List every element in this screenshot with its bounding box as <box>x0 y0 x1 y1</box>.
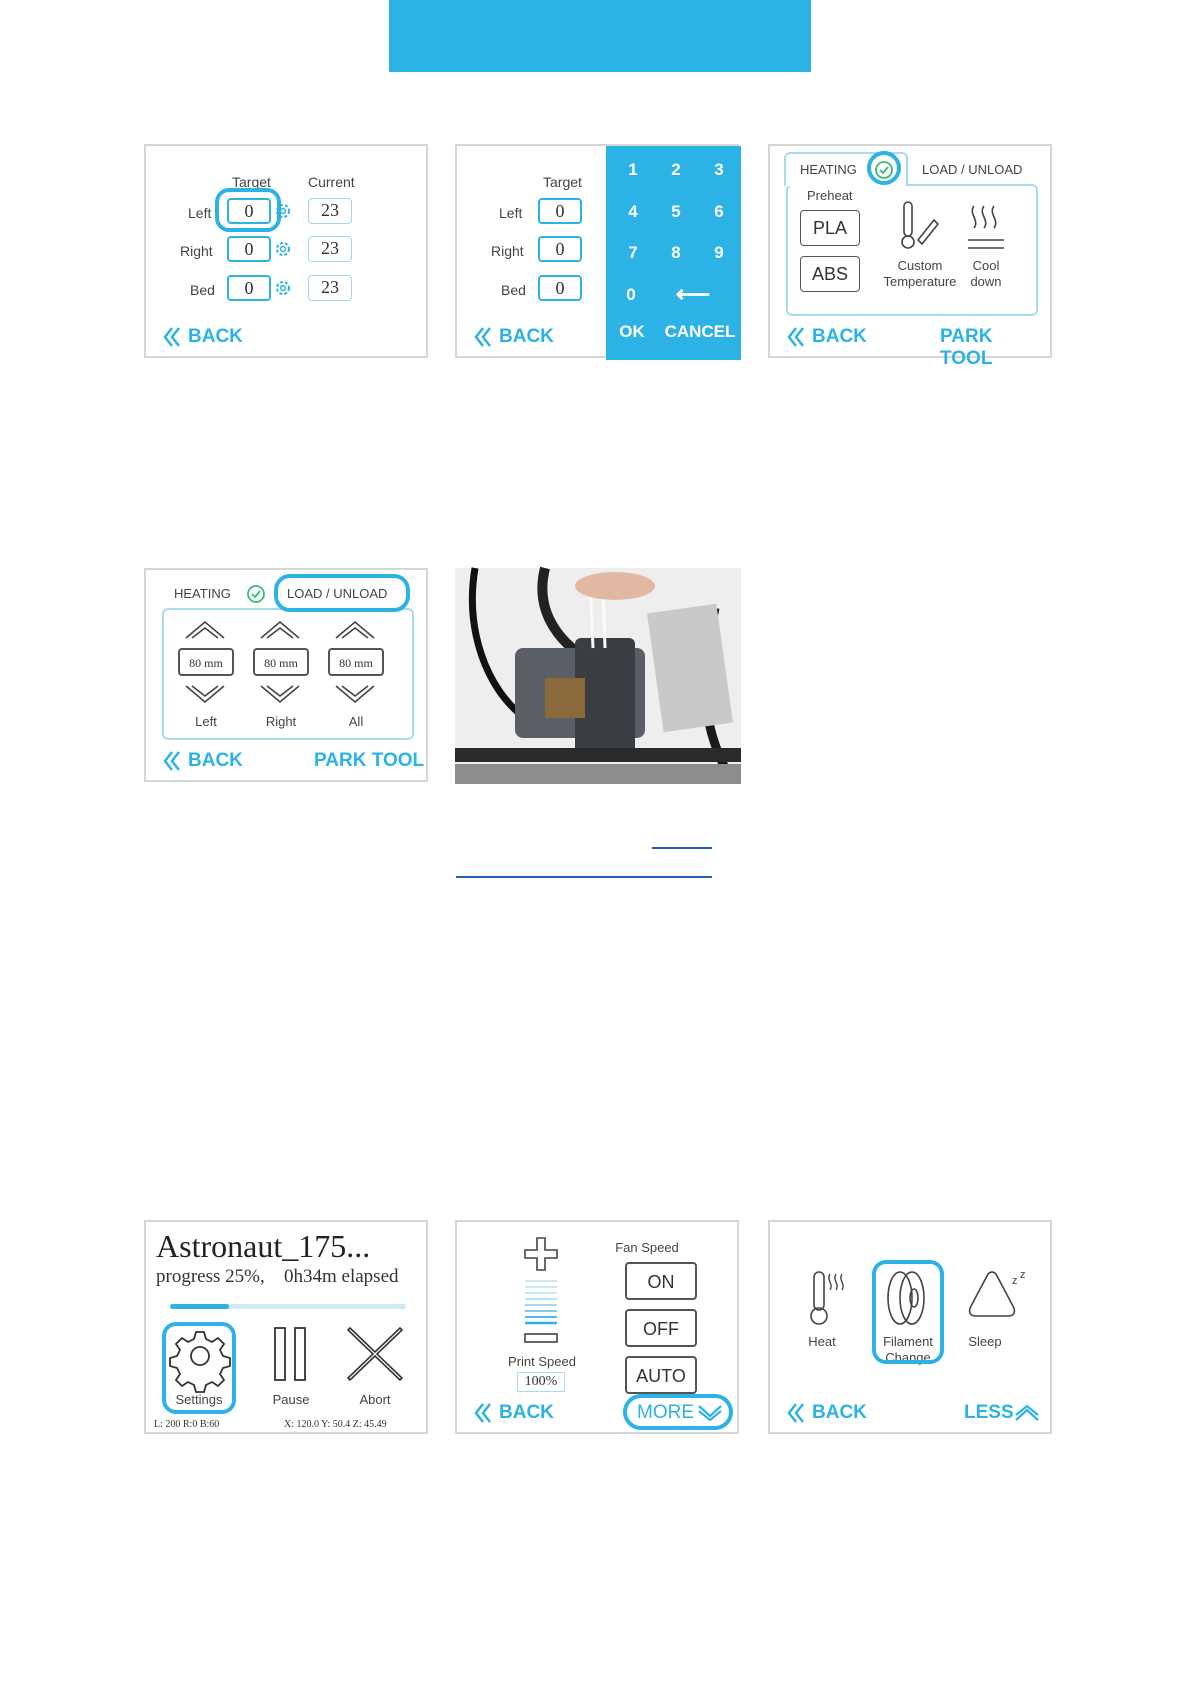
chevron-down-icon[interactable] <box>184 684 226 706</box>
cool-down-icon[interactable] <box>964 202 1008 254</box>
key-7[interactable]: 7 <box>628 243 638 262</box>
current-right: 23 <box>308 236 352 262</box>
cool-label-2: down <box>970 274 1002 289</box>
row-label-left: Left <box>188 205 212 221</box>
back-button[interactable]: BACK <box>812 1402 867 1423</box>
numeric-keypad <box>606 146 741 360</box>
key-1[interactable]: 1 <box>628 160 638 179</box>
chevron-up-icon <box>1014 1404 1040 1422</box>
tab-heating[interactable]: HEATING <box>174 586 231 601</box>
column-label-left: Left <box>195 714 217 729</box>
panel-preheat <box>768 144 1052 369</box>
key-6[interactable]: 6 <box>714 202 724 221</box>
gear-icon[interactable] <box>274 240 292 258</box>
minus-icon[interactable] <box>523 1332 559 1344</box>
cancel-button[interactable]: CANCEL <box>664 322 736 341</box>
chevron-down-icon[interactable] <box>334 684 376 706</box>
panel-temperature <box>144 144 428 358</box>
highlight-ring <box>162 1322 236 1414</box>
length-select-all[interactable]: 80 mm <box>328 648 384 676</box>
svg-text:z: z <box>1012 1275 1018 1287</box>
more-button[interactable]: MORE <box>637 1402 694 1423</box>
sleep-icon[interactable] <box>966 1268 1030 1324</box>
gear-icon[interactable] <box>274 279 292 297</box>
current-left: 23 <box>308 198 352 224</box>
header-band <box>389 0 811 72</box>
length-select-right[interactable]: 80 mm <box>253 648 309 676</box>
key-2[interactable]: 2 <box>671 160 681 179</box>
filament-label-1: Filament <box>883 1334 933 1349</box>
position-status: X: 120.0 Y: 50.4 Z: 45.49 <box>284 1419 387 1430</box>
target-left-input[interactable]: 0 <box>227 198 271 224</box>
highlight-ring <box>623 1394 733 1430</box>
target-left-input[interactable]: 0 <box>538 198 582 224</box>
key-8[interactable]: 8 <box>671 243 681 262</box>
target-bed-input[interactable]: 0 <box>538 275 582 301</box>
chevron-up-icon[interactable] <box>259 618 301 640</box>
gear-icon[interactable] <box>274 202 292 220</box>
fan-auto-button[interactable]: AUTO <box>625 1356 697 1394</box>
target-right-input[interactable]: 0 <box>227 236 271 262</box>
svg-text:z: z <box>1020 1269 1026 1281</box>
thermometer-pen-icon[interactable] <box>896 200 942 252</box>
custom-temp-label-2: Temperature <box>883 274 957 289</box>
column-label-right: Right <box>265 714 297 729</box>
back-button[interactable]: BACK <box>812 326 867 347</box>
settings-label: Settings <box>175 1392 223 1407</box>
elapsed-text: 0h34m elapsed <box>284 1266 399 1287</box>
length-select-left[interactable]: 80 mm <box>178 648 234 676</box>
chevron-left-icon <box>162 326 182 348</box>
temperature-status: L: 200 R:0 B:60 <box>154 1419 220 1430</box>
key-9[interactable]: 9 <box>714 243 724 262</box>
fan-speed-label: Fan Speed <box>615 1240 679 1255</box>
back-button[interactable]: BACK <box>188 750 243 771</box>
custom-temp-label-1: Custom <box>897 258 943 273</box>
less-button[interactable]: LESS <box>964 1402 1014 1423</box>
key-4[interactable]: 4 <box>628 202 638 221</box>
target-right-input[interactable]: 0 <box>538 236 582 262</box>
plus-icon[interactable] <box>523 1236 559 1272</box>
highlight-ring <box>872 1260 944 1364</box>
abs-button[interactable]: ABS <box>800 256 860 292</box>
key-0[interactable]: 0 <box>626 285 636 304</box>
row-label-bed: Bed <box>501 282 526 298</box>
preheat-label: Preheat <box>807 188 853 203</box>
chevron-up-icon[interactable] <box>334 618 376 640</box>
ok-button[interactable]: OK <box>619 322 645 341</box>
row-label-left: Left <box>499 205 523 221</box>
tab-load-unload[interactable]: LOAD / UNLOAD <box>922 162 1023 177</box>
row-label-right: Right <box>180 243 213 259</box>
check-circle-icon <box>246 584 266 604</box>
back-button[interactable]: BACK <box>499 1402 554 1423</box>
current-bed: 23 <box>308 275 352 301</box>
key-3[interactable]: 3 <box>714 160 724 179</box>
current-header: Current <box>308 174 355 190</box>
row-label-right: Right <box>491 243 524 259</box>
abort-x-icon[interactable] <box>346 1326 404 1382</box>
key-5[interactable]: 5 <box>671 202 681 221</box>
park-tool-button[interactable]: PARK TOOL <box>314 750 425 771</box>
heat-thermometer-icon[interactable] <box>806 1268 846 1328</box>
progress-track <box>170 1304 406 1309</box>
tab-heating-label: HEATING <box>800 162 857 177</box>
photo-filament-insertion <box>455 568 741 784</box>
highlight-ring <box>867 151 901 185</box>
back-button[interactable]: BACK <box>499 326 554 347</box>
chevron-up-icon[interactable] <box>184 618 226 640</box>
chevron-left-icon <box>786 326 806 348</box>
tab-load-unload[interactable]: LOAD / UNLOAD <box>287 586 388 601</box>
highlight-ring <box>215 188 281 232</box>
target-header: Target <box>543 174 582 190</box>
target-header: Target <box>232 174 271 190</box>
print-speed-label: Print Speed <box>508 1354 576 1369</box>
highlight-ring <box>274 574 410 612</box>
link-underline[interactable] <box>456 876 712 878</box>
link-underline[interactable] <box>652 847 712 849</box>
progress-fill <box>170 1304 229 1309</box>
progress-text: progress 25%, <box>156 1266 265 1287</box>
fan-on-button[interactable]: ON <box>625 1262 697 1300</box>
heat-label: Heat <box>808 1334 836 1349</box>
pause-icon[interactable] <box>270 1326 310 1382</box>
chevron-left-icon <box>473 1402 493 1424</box>
row-label-bed: Bed <box>190 282 215 298</box>
chevron-down-icon[interactable] <box>259 684 301 706</box>
pause-label: Pause <box>272 1392 310 1407</box>
panel-print-status <box>144 1220 428 1434</box>
printer-head-illustration <box>455 568 741 784</box>
chevron-left-icon <box>162 750 182 772</box>
column-label-all: All <box>348 714 364 729</box>
back-button[interactable]: BACK <box>188 326 243 347</box>
backspace-key[interactable]: ⟵ <box>675 281 711 308</box>
print-speed-value[interactable]: 100% <box>517 1372 565 1392</box>
panel-load-unload <box>144 568 428 782</box>
filament-label-2: Change <box>885 1350 931 1365</box>
print-job-title: Astronaut_175... <box>156 1228 371 1264</box>
cool-label-1: Cool <box>972 258 1000 273</box>
panel-speed-fan <box>455 1220 739 1434</box>
panel-keypad <box>455 144 739 358</box>
fan-off-button[interactable]: OFF <box>625 1309 697 1347</box>
speed-level-bars <box>523 1278 559 1328</box>
abort-label: Abort <box>359 1392 391 1407</box>
panel-more-menu <box>768 1220 1052 1434</box>
sleep-label: Sleep <box>968 1334 1002 1349</box>
pla-button[interactable]: PLA <box>800 210 860 246</box>
chevron-left-icon <box>473 326 493 348</box>
chevron-left-icon <box>786 1402 806 1424</box>
park-tool-button[interactable]: PARK TOOL <box>940 326 993 369</box>
target-bed-input[interactable]: 0 <box>227 275 271 301</box>
